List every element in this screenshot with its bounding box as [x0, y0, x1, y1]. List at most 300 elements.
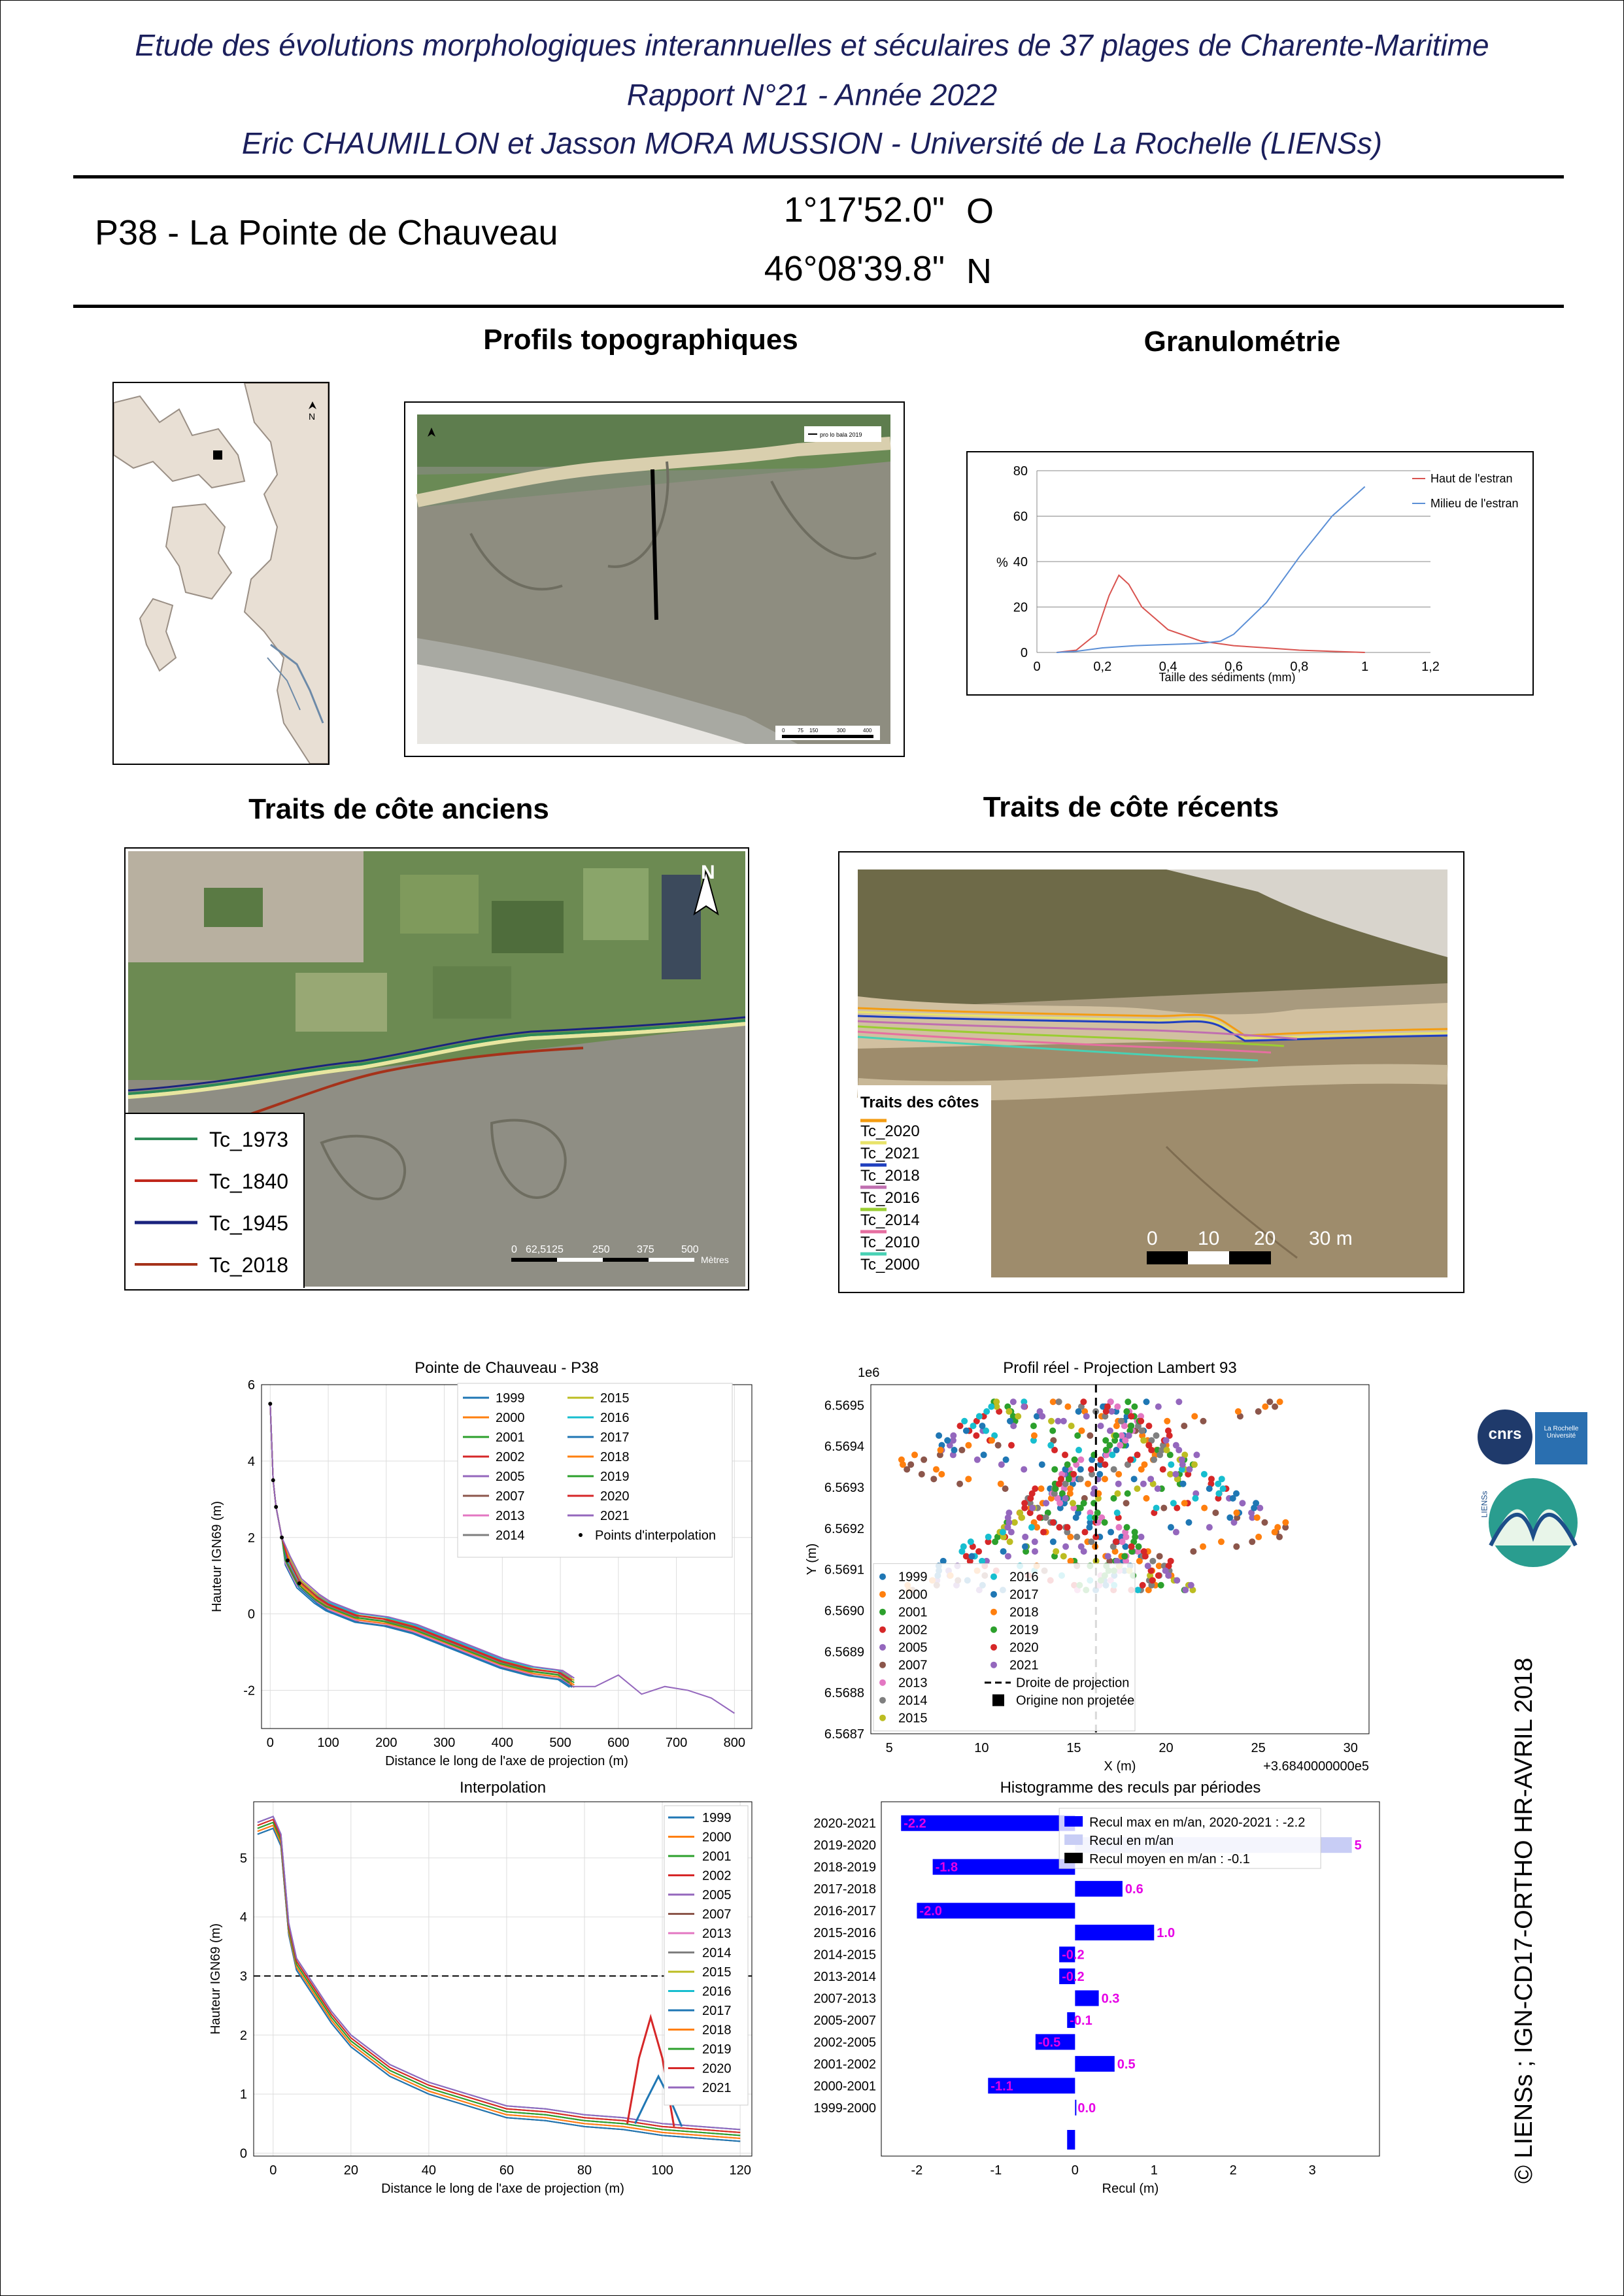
projection-point [1077, 1476, 1084, 1482]
projection-point [938, 1447, 944, 1453]
projection-point [1128, 1544, 1135, 1550]
granulo-series-line [1057, 486, 1365, 652]
hist-value-label: 0.3 [1101, 1991, 1120, 2006]
profile-ylabel: Hauteur IGN69 (m) [210, 1500, 224, 1613]
projection-point [1261, 1519, 1268, 1526]
projection-point [1233, 1490, 1240, 1496]
hist-value-label: 5 [1354, 1838, 1362, 1853]
projection-point [1121, 1553, 1128, 1559]
projection-point [1173, 1529, 1179, 1536]
projection-point [1272, 1404, 1278, 1410]
projection-point [983, 1408, 990, 1415]
profile-ytick: 2 [247, 1530, 255, 1545]
profile-ytick: 0 [247, 1607, 255, 1622]
projection-point [1138, 1534, 1144, 1540]
granulo-xtick: 0,6 [1225, 660, 1243, 674]
hist-value-label: 0.6 [1125, 1882, 1143, 1897]
projection-point [1235, 1408, 1242, 1415]
projection-point [1102, 1519, 1108, 1526]
projection-legend-label: 2020 [1009, 1640, 1039, 1655]
projection-point [1087, 1432, 1093, 1439]
recents-legend-label: Tc_2018 [860, 1167, 920, 1185]
report-title: Etude des évolutions morphologiques interannuelles et séculaires de 37 plages de Charente-Maritime [135, 28, 1489, 62]
hist-value-label: -1.8 [935, 1860, 958, 1875]
projection-point [1085, 1481, 1091, 1487]
projection-point [1029, 1505, 1036, 1511]
projection-point [970, 1423, 977, 1429]
projection-ytick: 6.5690 [824, 1604, 864, 1619]
profile-xtick: 0 [266, 1736, 274, 1750]
projection-point [1128, 1413, 1134, 1419]
site-rule [73, 305, 1564, 308]
interp-legend-label: 2001 [702, 1849, 732, 1864]
projection-point [1134, 1587, 1141, 1593]
projection-point [1140, 1481, 1147, 1487]
projection-point [1208, 1476, 1215, 1482]
anciens-legend-3: Tc_2018 [209, 1253, 288, 1277]
hist-xlabel: Recul (m) [1102, 2182, 1159, 2196]
univ-logo-text: La Rochelle Université [1544, 1425, 1579, 1440]
profile-legend-label: 2014 [496, 1528, 525, 1543]
projection-xtick: 25 [1251, 1741, 1266, 1755]
projection-point [1079, 1428, 1085, 1434]
section-title-recents: Traits de côte récents [983, 791, 1279, 823]
projection-point [1162, 1568, 1169, 1574]
projection-xtick: 15 [1066, 1741, 1081, 1755]
projection-point [1239, 1500, 1245, 1506]
projection-point [1123, 1408, 1130, 1415]
projection-point [1145, 1562, 1151, 1569]
interp-ytick: 0 [239, 2146, 247, 2161]
projection-point [1140, 1582, 1146, 1589]
projection-legend-label: 2015 [898, 1711, 928, 1726]
granulo-ytick: 80 [1013, 464, 1028, 479]
projection-point [1017, 1510, 1023, 1516]
hist-category-label: 2017-2018 [813, 1882, 876, 1897]
projection-point [1145, 1423, 1152, 1429]
projection-point [1032, 1538, 1038, 1545]
profil-scale-0: 0 [782, 728, 785, 734]
profile-interp-point [286, 1559, 290, 1562]
section-title-profils: Profils topographiques [483, 324, 798, 356]
projection-point [1032, 1485, 1038, 1492]
projection-legend-swatch [879, 1574, 886, 1580]
profile-interp-point [274, 1505, 278, 1509]
projection-point [1105, 1553, 1111, 1559]
hist-category-label: 2020-2021 [813, 1816, 876, 1831]
projection-point [1003, 1457, 1009, 1463]
projection-point [1274, 1524, 1281, 1530]
profil-scale-1: 75 [798, 728, 804, 734]
projection-legend-label: 2016 [1009, 1570, 1039, 1585]
hist-category-label: 2014-2015 [813, 1948, 876, 1963]
projection-point [956, 1423, 963, 1429]
projection-point [1072, 1457, 1078, 1463]
profil-scale-4: 400 [863, 728, 872, 734]
projection-point [1030, 1423, 1037, 1429]
hist-value-label: -0.5 [1038, 2035, 1061, 2050]
projection-legend-label: 2014 [898, 1693, 928, 1708]
projection-ytick: 6.5693 [824, 1481, 864, 1496]
profile-legend-label: 1999 [496, 1391, 525, 1406]
granulo-ytick: 20 [1013, 600, 1028, 615]
profile-legend-label: 2001 [496, 1430, 525, 1445]
report-authors: Eric CHAUMILLON et Jasson MORA MUSSION - Université de La Rochelle (LIENSs) [241, 126, 1383, 160]
projection-point [1160, 1466, 1166, 1473]
hist-category-label: 2018-2019 [813, 1860, 876, 1875]
projection-point [1157, 1553, 1163, 1559]
profile-xtick: 700 [665, 1736, 688, 1750]
profile-xtick: 200 [375, 1736, 398, 1750]
hist-category-label: 2007-2013 [813, 1991, 876, 2006]
hist-value-label: -0.2 [1062, 1970, 1085, 1984]
interp-legend-label: 2000 [702, 1830, 732, 1845]
anciens-scale-unit: Mètres [701, 1255, 729, 1265]
profile-interp-point [271, 1478, 275, 1482]
hist-category-label: 2015-2016 [813, 1926, 876, 1941]
projection-point [1172, 1471, 1179, 1477]
hist-category-label: 2016-2017 [813, 1904, 876, 1919]
projection-point [1068, 1423, 1075, 1429]
hist-legend-swatch [1064, 1816, 1083, 1827]
projection-point [1191, 1461, 1198, 1468]
projection-point [961, 1418, 968, 1425]
projection-legend-swatch [879, 1627, 886, 1633]
projection-point [1058, 1476, 1064, 1482]
projection-point [1021, 1500, 1028, 1506]
section-title-anciens: Traits de côte anciens [248, 793, 549, 825]
profile-interp-point [268, 1402, 272, 1406]
anciens-legend-0: Tc_1973 [209, 1128, 288, 1151]
hist-bar [1075, 2100, 1076, 2116]
projection-point [1254, 1514, 1260, 1521]
projection-point [1170, 1500, 1177, 1506]
projection-point [1075, 1408, 1082, 1415]
profile-legend-label: 2015 [600, 1391, 630, 1406]
projection-point [1050, 1519, 1057, 1526]
profile-legend-swatch [579, 1533, 583, 1537]
recents-legend-label: Tc_2014 [860, 1211, 920, 1229]
projection-point [1098, 1457, 1104, 1463]
profile-xtick: 800 [723, 1736, 746, 1750]
projection-point [1140, 1437, 1147, 1443]
projection-point [1064, 1461, 1071, 1468]
header-rule [73, 175, 1564, 178]
granulo-xtick: 0,8 [1290, 660, 1309, 674]
projection-legend-swatch [879, 1644, 886, 1651]
projection-point [1233, 1544, 1240, 1550]
projection-point [1151, 1457, 1157, 1463]
projection-point [1176, 1398, 1182, 1405]
interp-xtick: 20 [343, 2163, 358, 2178]
granulo-xtick: 1 [1361, 660, 1369, 674]
interp-legend-label: 2005 [702, 1888, 732, 1902]
granulo-xtick: 0 [1033, 660, 1041, 674]
projection-point [1182, 1587, 1189, 1593]
granulo-series-line [1057, 575, 1365, 652]
projection-point [1010, 1398, 1017, 1405]
projection-point [958, 1447, 965, 1453]
hist-xtick: -2 [911, 2163, 923, 2178]
projection-point [1039, 1461, 1045, 1468]
projection-point [1038, 1485, 1045, 1492]
projection-point [1115, 1481, 1122, 1487]
projection-point [1141, 1461, 1147, 1468]
projection-point [950, 1432, 956, 1439]
profile-legend-label: 2016 [600, 1411, 630, 1425]
projection-point [1031, 1432, 1038, 1439]
projection-point [981, 1451, 987, 1458]
projection-point [1255, 1534, 1262, 1540]
projection-point [1036, 1408, 1043, 1415]
hist-xtick: -1 [990, 2163, 1002, 2178]
univ-logo [1535, 1412, 1587, 1464]
interp-xtick: 0 [269, 2163, 277, 2178]
projection-point [1143, 1398, 1149, 1405]
projection-point [1186, 1466, 1193, 1473]
projection-point [1064, 1524, 1071, 1530]
projection-point [1253, 1500, 1259, 1506]
hist-mean-bar [1067, 2130, 1075, 2150]
interp-legend-label: 1999 [702, 1811, 732, 1825]
projection-point [951, 1447, 958, 1453]
projection-point [1064, 1404, 1071, 1410]
projection-point [1008, 1442, 1015, 1449]
projection-point [1000, 1548, 1007, 1555]
projection-point [963, 1428, 970, 1434]
projection-point [1132, 1529, 1138, 1536]
hist-value-label: 0.0 [1077, 2101, 1096, 2116]
projection-point [1233, 1510, 1240, 1516]
interp-ytick: 5 [239, 1851, 247, 1866]
anciens-scale-2: 250 [592, 1244, 610, 1255]
projection-point [1117, 1442, 1123, 1449]
interp-ytick: 2 [239, 2028, 247, 2043]
projection-point [965, 1476, 972, 1482]
projection-point [1108, 1529, 1114, 1536]
projection-point [1021, 1466, 1027, 1473]
projection-point [998, 1461, 1005, 1468]
projection-point [1074, 1534, 1080, 1540]
projection-point [1206, 1524, 1213, 1530]
profile-legend-label: 2017 [600, 1430, 630, 1445]
projection-point [965, 1442, 972, 1449]
projection-chart [785, 1353, 1412, 1778]
projection-ytick: 6.5688 [824, 1686, 864, 1701]
profile-series-line [572, 1675, 735, 1713]
projection-point [1168, 1524, 1174, 1530]
hist-value-label: -2.0 [919, 1904, 942, 1919]
site-latitude: 46°08'39.8" [764, 249, 945, 288]
projection-point [1002, 1485, 1009, 1492]
projection-point [1155, 1572, 1162, 1579]
projection-point [1218, 1538, 1225, 1545]
projection-point [1164, 1447, 1170, 1453]
hist-bar [1075, 1881, 1123, 1897]
projection-title: Profil réel - Projection Lambert 93 [1003, 1359, 1237, 1377]
profil-scale-3: 300 [837, 728, 846, 734]
recents-legend-label: Tc_2020 [860, 1123, 920, 1140]
interp-xtick: 120 [729, 2163, 751, 2178]
interp-legend-label: 2017 [702, 2004, 732, 2018]
projection-point [1043, 1514, 1049, 1521]
profile-legend-label: 2013 [496, 1509, 525, 1523]
projection-legend-swatch [990, 1627, 997, 1633]
projection-legend-swatch [990, 1644, 997, 1651]
hist-bar [901, 1815, 1075, 1831]
anciens-legend [126, 1113, 305, 1288]
projection-point [1164, 1418, 1170, 1425]
projection-legend-label: 2002 [898, 1623, 928, 1638]
projection-point [1050, 1398, 1057, 1405]
site-longitude: 1°17'52.0" [783, 190, 945, 229]
projection-point [1141, 1548, 1147, 1555]
projection-point [1200, 1418, 1206, 1425]
interpolation-chart [170, 1776, 778, 2207]
projection-legend-swatch [879, 1662, 886, 1668]
projection-point [1134, 1451, 1141, 1458]
projection-xtick: 10 [974, 1741, 989, 1755]
projection-point [1249, 1538, 1255, 1545]
recents-map [838, 851, 1464, 1293]
projection-legend-label: 2007 [898, 1658, 928, 1673]
projection-point [1190, 1548, 1196, 1555]
granulo-xtick: 0,2 [1093, 660, 1112, 674]
hist-legend-label: Recul max en m/an, 2020-2021 : -2.2 [1089, 1815, 1306, 1830]
projection-point [1104, 1404, 1111, 1410]
profile-ytick: 4 [247, 1454, 255, 1469]
projection-point [1125, 1398, 1131, 1405]
projection-point [1007, 1418, 1013, 1425]
projection-point [1036, 1514, 1043, 1521]
site-latitude-dir: N [966, 252, 992, 291]
projection-point [1056, 1524, 1062, 1530]
recents-scale-3: 30 m [1309, 1228, 1353, 1249]
projection-point [1266, 1398, 1273, 1405]
projection-point [1114, 1510, 1121, 1516]
profile-legend-label: 2000 [496, 1411, 525, 1425]
projection-point [1255, 1408, 1262, 1415]
inset-north-label: N [309, 411, 316, 422]
projection-point [898, 1457, 905, 1463]
projection-point [1051, 1466, 1058, 1473]
anciens-scale-3: 375 [637, 1244, 654, 1255]
projection-point [1015, 1413, 1021, 1419]
projection-point [1126, 1432, 1132, 1439]
projection-point [1043, 1500, 1049, 1506]
profile-legend-label: 2019 [600, 1470, 630, 1484]
projection-point [1022, 1534, 1028, 1540]
recents-scale-2: 20 [1254, 1228, 1276, 1249]
interp-xtick: 100 [651, 2163, 673, 2178]
projection-point [960, 1544, 967, 1550]
projection-point [1193, 1451, 1200, 1458]
projection-x-offset: +3.6840000000e5 [1263, 1759, 1369, 1774]
profile-xtick: 500 [549, 1736, 571, 1750]
hist-xtick: 0 [1071, 2163, 1079, 2178]
projection-point [1131, 1404, 1138, 1410]
interp-xlabel: Distance le long de l'axe de projection (m) [381, 2182, 624, 2196]
hist-xtick: 1 [1150, 2163, 1158, 2178]
projection-point [989, 1437, 995, 1443]
anciens-scale-4: 500 [681, 1244, 699, 1255]
profile-legend-label: 2005 [496, 1470, 525, 1484]
hist-category-label: 1999-2000 [813, 2101, 876, 2116]
projection-point [919, 1471, 925, 1477]
interp-legend-label: 2016 [702, 1984, 732, 1999]
interp-title: Interpolation [459, 1779, 547, 1797]
projection-point [1021, 1404, 1027, 1410]
hist-title: Histogramme des reculs par périodes [1000, 1779, 1261, 1797]
projection-point [1083, 1413, 1090, 1419]
projection-point [1056, 1398, 1062, 1405]
hist-legend-swatch [1064, 1853, 1083, 1863]
granulo-ytick: 40 [1013, 555, 1028, 569]
recents-scale-0: 0 [1147, 1228, 1158, 1249]
hist-value-label: -1.1 [990, 2079, 1013, 2094]
projection-point [1219, 1476, 1225, 1482]
projection-point [1062, 1451, 1068, 1458]
projection-point [1088, 1538, 1094, 1545]
projection-point [1032, 1548, 1038, 1555]
projection-ylabel: Y (m) [805, 1543, 819, 1576]
projection-legend-label: Origine non projetée [1016, 1693, 1135, 1708]
projection-point [1147, 1476, 1154, 1482]
projection-legend-swatch [990, 1609, 997, 1615]
interp-legend-label: 2007 [702, 1907, 732, 1922]
projection-point [921, 1457, 927, 1463]
projection-point [1200, 1544, 1206, 1550]
projection-point [1168, 1461, 1174, 1468]
hist-legend-swatch [1064, 1834, 1083, 1845]
projection-point [1088, 1466, 1094, 1473]
projection-point [1191, 1413, 1198, 1419]
projection-point [1136, 1544, 1142, 1550]
interp-legend-label: 2020 [702, 2061, 732, 2076]
projection-point [1113, 1423, 1120, 1429]
projection-xtick: 5 [885, 1741, 893, 1755]
projection-point [1125, 1490, 1131, 1496]
projection-point [1075, 1447, 1082, 1453]
projection-point [1192, 1495, 1198, 1502]
profile-legend-label: 2021 [600, 1509, 630, 1523]
recents-scale-1: 10 [1198, 1228, 1220, 1249]
projection-point [1006, 1510, 1012, 1516]
projection-point [944, 1437, 951, 1443]
projection-point [1060, 1418, 1067, 1425]
projection-point [1282, 1519, 1289, 1526]
hist-category-label: 2001-2002 [813, 2057, 876, 2072]
projection-point [1053, 1548, 1059, 1555]
projection-point [938, 1471, 945, 1477]
projection-point [968, 1553, 975, 1559]
projection-point [988, 1404, 994, 1410]
projection-point [1160, 1505, 1167, 1511]
projection-point [1081, 1548, 1087, 1555]
projection-point [1022, 1544, 1028, 1550]
projection-point [1040, 1529, 1047, 1536]
granulo-ytick: 0 [1020, 646, 1028, 660]
hist-xtick: 2 [1229, 2163, 1237, 2178]
interp-legend-label: 2018 [702, 2023, 732, 2038]
profile-legend-label: 2002 [496, 1450, 525, 1464]
cnrs-logo [1478, 1410, 1532, 1464]
projection-point [1165, 1428, 1172, 1434]
projection-point [1118, 1418, 1125, 1425]
projection-ytick: 6.5694 [824, 1440, 864, 1455]
projection-point [1262, 1404, 1268, 1410]
hist-category-label: 2013-2014 [813, 1970, 876, 1984]
